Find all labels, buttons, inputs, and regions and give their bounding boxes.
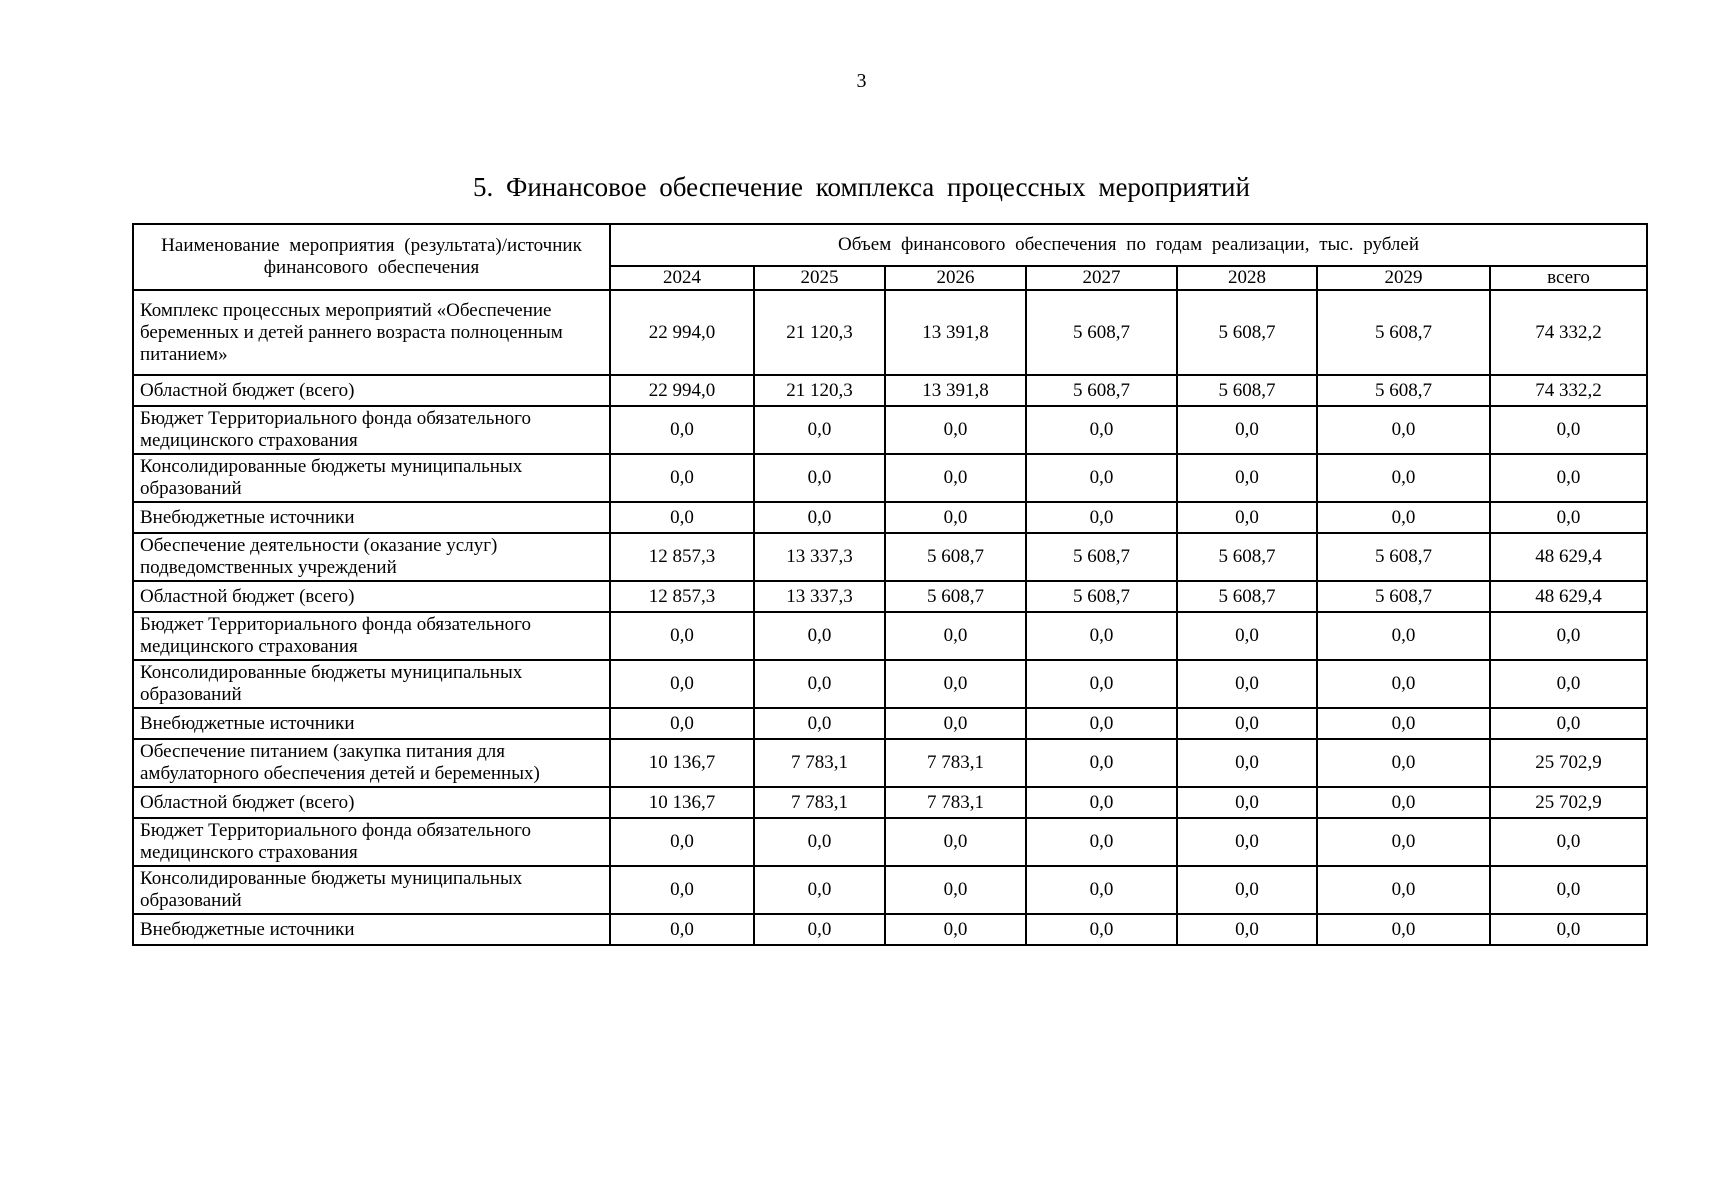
value-cell: 0,0 — [1317, 502, 1490, 533]
value-cell: 0,0 — [1026, 866, 1177, 914]
value-cell: 13 391,8 — [885, 375, 1026, 406]
value-cell: 22 994,0 — [610, 375, 754, 406]
total-cell: 48 629,4 — [1490, 581, 1647, 612]
total-cell: 74 332,2 — [1490, 290, 1647, 375]
value-cell: 0,0 — [754, 660, 885, 708]
value-cell: 5 608,7 — [1317, 290, 1490, 375]
table-row — [133, 787, 1647, 818]
value-cell: 0,0 — [754, 406, 885, 454]
value-cell: 7 783,1 — [885, 739, 1026, 787]
row-name: Областной бюджет (всего) — [133, 375, 610, 406]
value-cell: 5 608,7 — [885, 533, 1026, 581]
total-cell: 48 629,4 — [1490, 533, 1647, 581]
value-cell: 0,0 — [1026, 406, 1177, 454]
value-cell: 0,0 — [885, 660, 1026, 708]
total-cell: 0,0 — [1490, 818, 1647, 866]
value-cell: 0,0 — [1026, 739, 1177, 787]
value-cell: 0,0 — [1317, 914, 1490, 945]
value-cell: 0,0 — [1177, 818, 1317, 866]
value-cell: 7 783,1 — [754, 787, 885, 818]
row-name: Обеспечение деятельности (оказание услуг) подведомственных учреждений — [133, 533, 610, 581]
value-cell: 0,0 — [885, 818, 1026, 866]
value-cell: 0,0 — [885, 866, 1026, 914]
value-cell: 0,0 — [1026, 914, 1177, 945]
value-cell: 0,0 — [1026, 612, 1177, 660]
value-cell: 12 857,3 — [610, 581, 754, 612]
year-header: 2028 — [1177, 266, 1317, 290]
value-cell: 0,0 — [610, 406, 754, 454]
value-cell: 0,0 — [610, 866, 754, 914]
value-cell: 0,0 — [1177, 454, 1317, 502]
table-row — [133, 290, 1647, 375]
total-cell: 0,0 — [1490, 866, 1647, 914]
value-cell: 13 391,8 — [885, 290, 1026, 375]
row-name: Комплекс процессных мероприятий «Обеспечение беременных и детей раннего возраста полноценным питанием» — [133, 290, 610, 375]
value-cell: 0,0 — [1026, 787, 1177, 818]
value-cell: 5 608,7 — [1177, 533, 1317, 581]
total-cell: 25 702,9 — [1490, 739, 1647, 787]
value-cell: 0,0 — [885, 454, 1026, 502]
row-name: Областной бюджет (всего) — [133, 581, 610, 612]
value-cell: 0,0 — [1026, 708, 1177, 739]
year-header: 2029 — [1317, 266, 1490, 290]
value-cell: 0,0 — [610, 818, 754, 866]
financing-table — [132, 223, 1648, 946]
value-cell: 21 120,3 — [754, 290, 885, 375]
value-cell: 13 337,3 — [754, 581, 885, 612]
table-row — [133, 612, 1647, 660]
value-cell: 0,0 — [754, 914, 885, 945]
total-cell: 0,0 — [1490, 406, 1647, 454]
value-cell: 0,0 — [610, 612, 754, 660]
value-cell: 0,0 — [610, 502, 754, 533]
row-name: Внебюджетные источники — [133, 914, 610, 945]
value-cell: 0,0 — [754, 612, 885, 660]
value-cell: 0,0 — [885, 406, 1026, 454]
value-cell: 0,0 — [610, 660, 754, 708]
value-cell: 0,0 — [754, 818, 885, 866]
value-cell: 0,0 — [1317, 708, 1490, 739]
value-cell: 0,0 — [610, 708, 754, 739]
total-cell: 0,0 — [1490, 502, 1647, 533]
value-cell: 12 857,3 — [610, 533, 754, 581]
row-name: Консолидированные бюджеты муниципальных образований — [133, 454, 610, 502]
value-cell: 0,0 — [1317, 454, 1490, 502]
row-name: Обеспечение питанием (закупка питания для амбулаторного обеспечения детей и беременных) — [133, 739, 610, 787]
value-cell: 0,0 — [754, 708, 885, 739]
value-cell: 0,0 — [1177, 914, 1317, 945]
value-cell: 5 608,7 — [1177, 581, 1317, 612]
table-body — [133, 290, 1647, 945]
row-name: Внебюджетные источники — [133, 708, 610, 739]
value-cell: 5 608,7 — [1317, 581, 1490, 612]
value-cell: 0,0 — [1317, 787, 1490, 818]
name-column-header: Наименование мероприятия (результата)/источник финансового обеспечения — [133, 224, 610, 290]
table-row — [133, 406, 1647, 454]
row-name: Консолидированные бюджеты муниципальных образований — [133, 866, 610, 914]
year-header: 2026 — [885, 266, 1026, 290]
total-cell: 0,0 — [1490, 914, 1647, 945]
row-name: Бюджет Территориального фонда обязательного медицинского страхования — [133, 406, 610, 454]
table-row — [133, 581, 1647, 612]
value-cell: 0,0 — [1177, 612, 1317, 660]
value-cell: 0,0 — [1177, 660, 1317, 708]
value-cell: 7 783,1 — [885, 787, 1026, 818]
value-cell: 0,0 — [1177, 866, 1317, 914]
total-cell: 0,0 — [1490, 660, 1647, 708]
value-cell: 5 608,7 — [1177, 290, 1317, 375]
value-cell: 5 608,7 — [1317, 533, 1490, 581]
total-header: всего — [1490, 266, 1647, 290]
value-cell: 5 608,7 — [1317, 375, 1490, 406]
year-header: 2024 — [610, 266, 754, 290]
value-cell: 13 337,3 — [754, 533, 885, 581]
total-cell: 25 702,9 — [1490, 787, 1647, 818]
value-cell: 0,0 — [1317, 818, 1490, 866]
value-cell: 5 608,7 — [1026, 533, 1177, 581]
total-cell: 0,0 — [1490, 612, 1647, 660]
value-cell: 22 994,0 — [610, 290, 754, 375]
document-title: 5. Финансовое обеспечение комплекса процессных мероприятий — [473, 172, 1250, 202]
table-row — [133, 914, 1647, 945]
table-row — [133, 660, 1647, 708]
table-row — [133, 818, 1647, 866]
total-cell: 0,0 — [1490, 454, 1647, 502]
value-cell: 0,0 — [610, 914, 754, 945]
table-row — [133, 708, 1647, 739]
value-cell: 0,0 — [1317, 612, 1490, 660]
table-row — [133, 533, 1647, 581]
value-cell: 0,0 — [1317, 739, 1490, 787]
value-cell: 10 136,7 — [610, 787, 754, 818]
table-row — [133, 454, 1647, 502]
total-cell: 74 332,2 — [1490, 375, 1647, 406]
row-name: Бюджет Территориального фонда обязательного медицинского страхования — [133, 818, 610, 866]
value-cell: 0,0 — [1026, 502, 1177, 533]
row-name: Внебюджетные источники — [133, 502, 610, 533]
year-header: 2027 — [1026, 266, 1177, 290]
page-number: 3 — [856, 70, 867, 92]
value-cell: 0,0 — [754, 454, 885, 502]
row-name: Бюджет Территориального фонда обязательного медицинского страхования — [133, 612, 610, 660]
value-cell: 0,0 — [754, 866, 885, 914]
value-cell: 5 608,7 — [1177, 375, 1317, 406]
value-cell: 0,0 — [1317, 406, 1490, 454]
value-cell: 7 783,1 — [754, 739, 885, 787]
value-cell: 0,0 — [885, 612, 1026, 660]
table-row — [133, 375, 1647, 406]
year-header: 2025 — [754, 266, 885, 290]
value-cell: 0,0 — [1177, 502, 1317, 533]
value-cell: 0,0 — [885, 708, 1026, 739]
value-cell: 5 608,7 — [1026, 290, 1177, 375]
value-cell: 5 608,7 — [1026, 375, 1177, 406]
value-cell: 5 608,7 — [885, 581, 1026, 612]
value-cell: 5 608,7 — [1026, 581, 1177, 612]
value-cell: 0,0 — [1177, 708, 1317, 739]
total-cell: 0,0 — [1490, 708, 1647, 739]
row-name: Консолидированные бюджеты муниципальных образований — [133, 660, 610, 708]
value-cell: 0,0 — [1026, 818, 1177, 866]
value-cell: 0,0 — [1317, 660, 1490, 708]
table-row — [133, 739, 1647, 787]
value-cell: 0,0 — [610, 454, 754, 502]
volume-column-header: Объем финансового обеспечения по годам реализации, тыс. рублей — [610, 224, 1647, 266]
value-cell: 0,0 — [885, 502, 1026, 533]
table-row — [133, 502, 1647, 533]
table-header — [133, 224, 1647, 290]
value-cell: 0,0 — [1177, 406, 1317, 454]
value-cell: 0,0 — [1177, 739, 1317, 787]
value-cell: 0,0 — [1177, 787, 1317, 818]
value-cell: 0,0 — [1026, 454, 1177, 502]
value-cell: 0,0 — [885, 914, 1026, 945]
table-row — [133, 866, 1647, 914]
value-cell: 10 136,7 — [610, 739, 754, 787]
value-cell: 21 120,3 — [754, 375, 885, 406]
value-cell: 0,0 — [754, 502, 885, 533]
value-cell: 0,0 — [1317, 866, 1490, 914]
value-cell: 0,0 — [1026, 660, 1177, 708]
row-name: Областной бюджет (всего) — [133, 787, 610, 818]
